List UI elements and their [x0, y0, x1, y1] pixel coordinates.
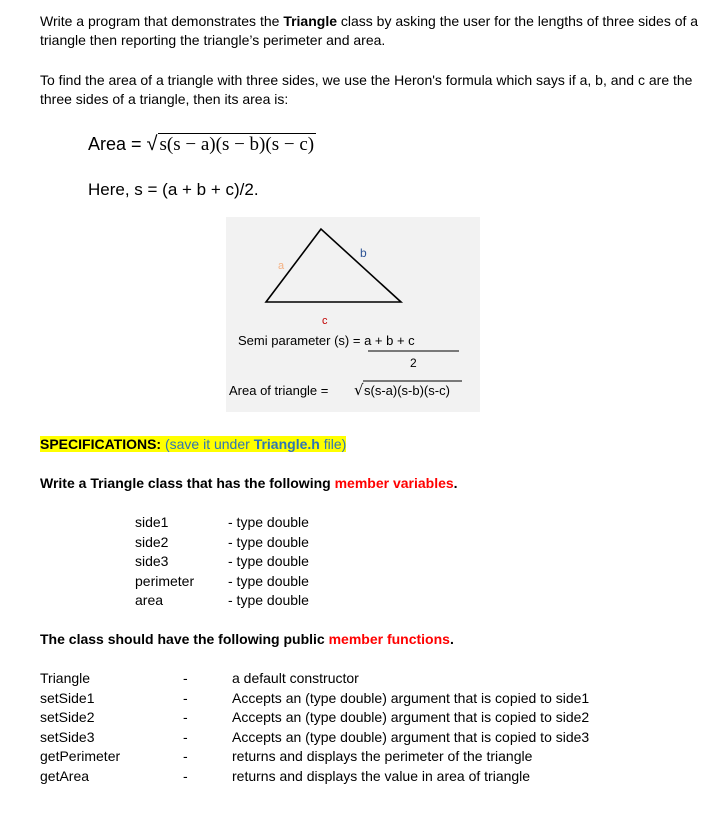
var-type: - type double: [228, 572, 309, 589]
function-name: getPerimeter: [40, 748, 121, 764]
s-definition: Here, s = (a + b + c)/2.: [88, 180, 259, 199]
member-funcs-highlight: member functions: [328, 631, 450, 647]
area-of-triangle-text: Area of triangle =: [229, 383, 329, 398]
member-variables-heading: [40, 475, 458, 491]
heron-paragraph: To find the area of a triangle with three sides, we use the Heron's formula which says if a, b, and c are the three sides of a triangle, then its area is:: [40, 72, 693, 107]
formula-lhs: Area =: [88, 134, 147, 154]
function-description: returns and displays the perimeter of the triangle: [232, 748, 533, 764]
label-b: b: [360, 246, 367, 260]
label-a: a: [278, 260, 285, 272]
member-vars-pre: Write a Triangle class that has the following: [40, 475, 335, 491]
spec-file-name: Triangle.h: [253, 436, 320, 452]
function-name: getArea: [40, 767, 90, 784]
bullet-dash: -: [183, 689, 188, 706]
bullet-dash: -: [183, 728, 188, 745]
bullet-dash: -: [183, 670, 188, 686]
intro-paragraph: [40, 12, 710, 50]
specifications-line: [40, 436, 346, 452]
var-name: side3: [135, 553, 169, 569]
member-function-names: [40, 669, 120, 786]
bullet-dash: -: [183, 767, 188, 784]
var-type: - type double: [228, 553, 309, 569]
label-c: c: [322, 315, 328, 327]
small-sqrt-icon: √: [354, 381, 364, 399]
intro-class-name: Triangle: [283, 13, 337, 29]
spec-note-post: file): [319, 436, 347, 452]
member-funcs-post: .: [449, 631, 454, 647]
function-name: setSide3: [40, 728, 95, 745]
function-name: setSide1: [40, 689, 95, 706]
sqrt-symbol: √ s(s − a)(s − b)(s − c): [146, 133, 315, 155]
spec-note-pre: (save it under: [161, 436, 254, 452]
function-name: Triangle: [40, 670, 91, 686]
member-function-dashes: [183, 669, 188, 786]
area-formula: [88, 133, 316, 156]
formula-radicand: s(s − a)(s − b)(s − c): [159, 134, 315, 155]
member-variable-names: [135, 513, 194, 611]
triangle-diagram: [226, 217, 480, 412]
function-description: Accepts an (type double) argument that is copied to side2: [232, 709, 590, 725]
triangle-shape: [266, 229, 401, 302]
member-variable-types: [228, 513, 309, 611]
member-function-descriptions: [232, 669, 589, 786]
member-functions-heading: [40, 631, 454, 647]
area-radicand: s(s-a)(s-b)(s-c): [364, 383, 450, 398]
specifications-highlight: [40, 436, 346, 452]
var-name: side1: [135, 514, 169, 530]
member-funcs-pre: The class should have the following public: [40, 631, 329, 647]
var-type: - type double: [228, 533, 309, 550]
bullet-dash: -: [183, 748, 188, 764]
intro-text-post: class by asking the user for the lengths of three sides of a triangle then reporting the triangle’s perimeter and area.: [40, 13, 699, 48]
var-name: side2: [135, 533, 169, 550]
function-description: returns and displays the value in area of triangle: [232, 767, 531, 784]
semi-parameter-text: Semi parameter (s) = a + b + c: [238, 333, 415, 348]
var-name: perimeter: [135, 572, 195, 589]
function-description: Accepts an (type double) argument that is copied to side1: [232, 689, 590, 706]
var-name: area: [135, 592, 164, 608]
function-name: setSide2: [40, 709, 95, 725]
var-type: - type double: [228, 514, 309, 530]
specifications-label: SPECIFICATIONS:: [40, 436, 162, 452]
var-type: - type double: [228, 592, 309, 608]
function-description: Accepts an (type double) argument that is copied to side3: [232, 728, 590, 745]
bullet-dash: -: [183, 709, 188, 725]
triangle-svg: [226, 217, 480, 412]
intro-text-pre: Write a program that demonstrates the: [40, 13, 284, 29]
function-description: a default constructor: [232, 670, 359, 686]
member-vars-post: .: [453, 475, 458, 491]
member-vars-highlight: member variables: [334, 475, 454, 491]
denominator: 2: [410, 356, 417, 370]
